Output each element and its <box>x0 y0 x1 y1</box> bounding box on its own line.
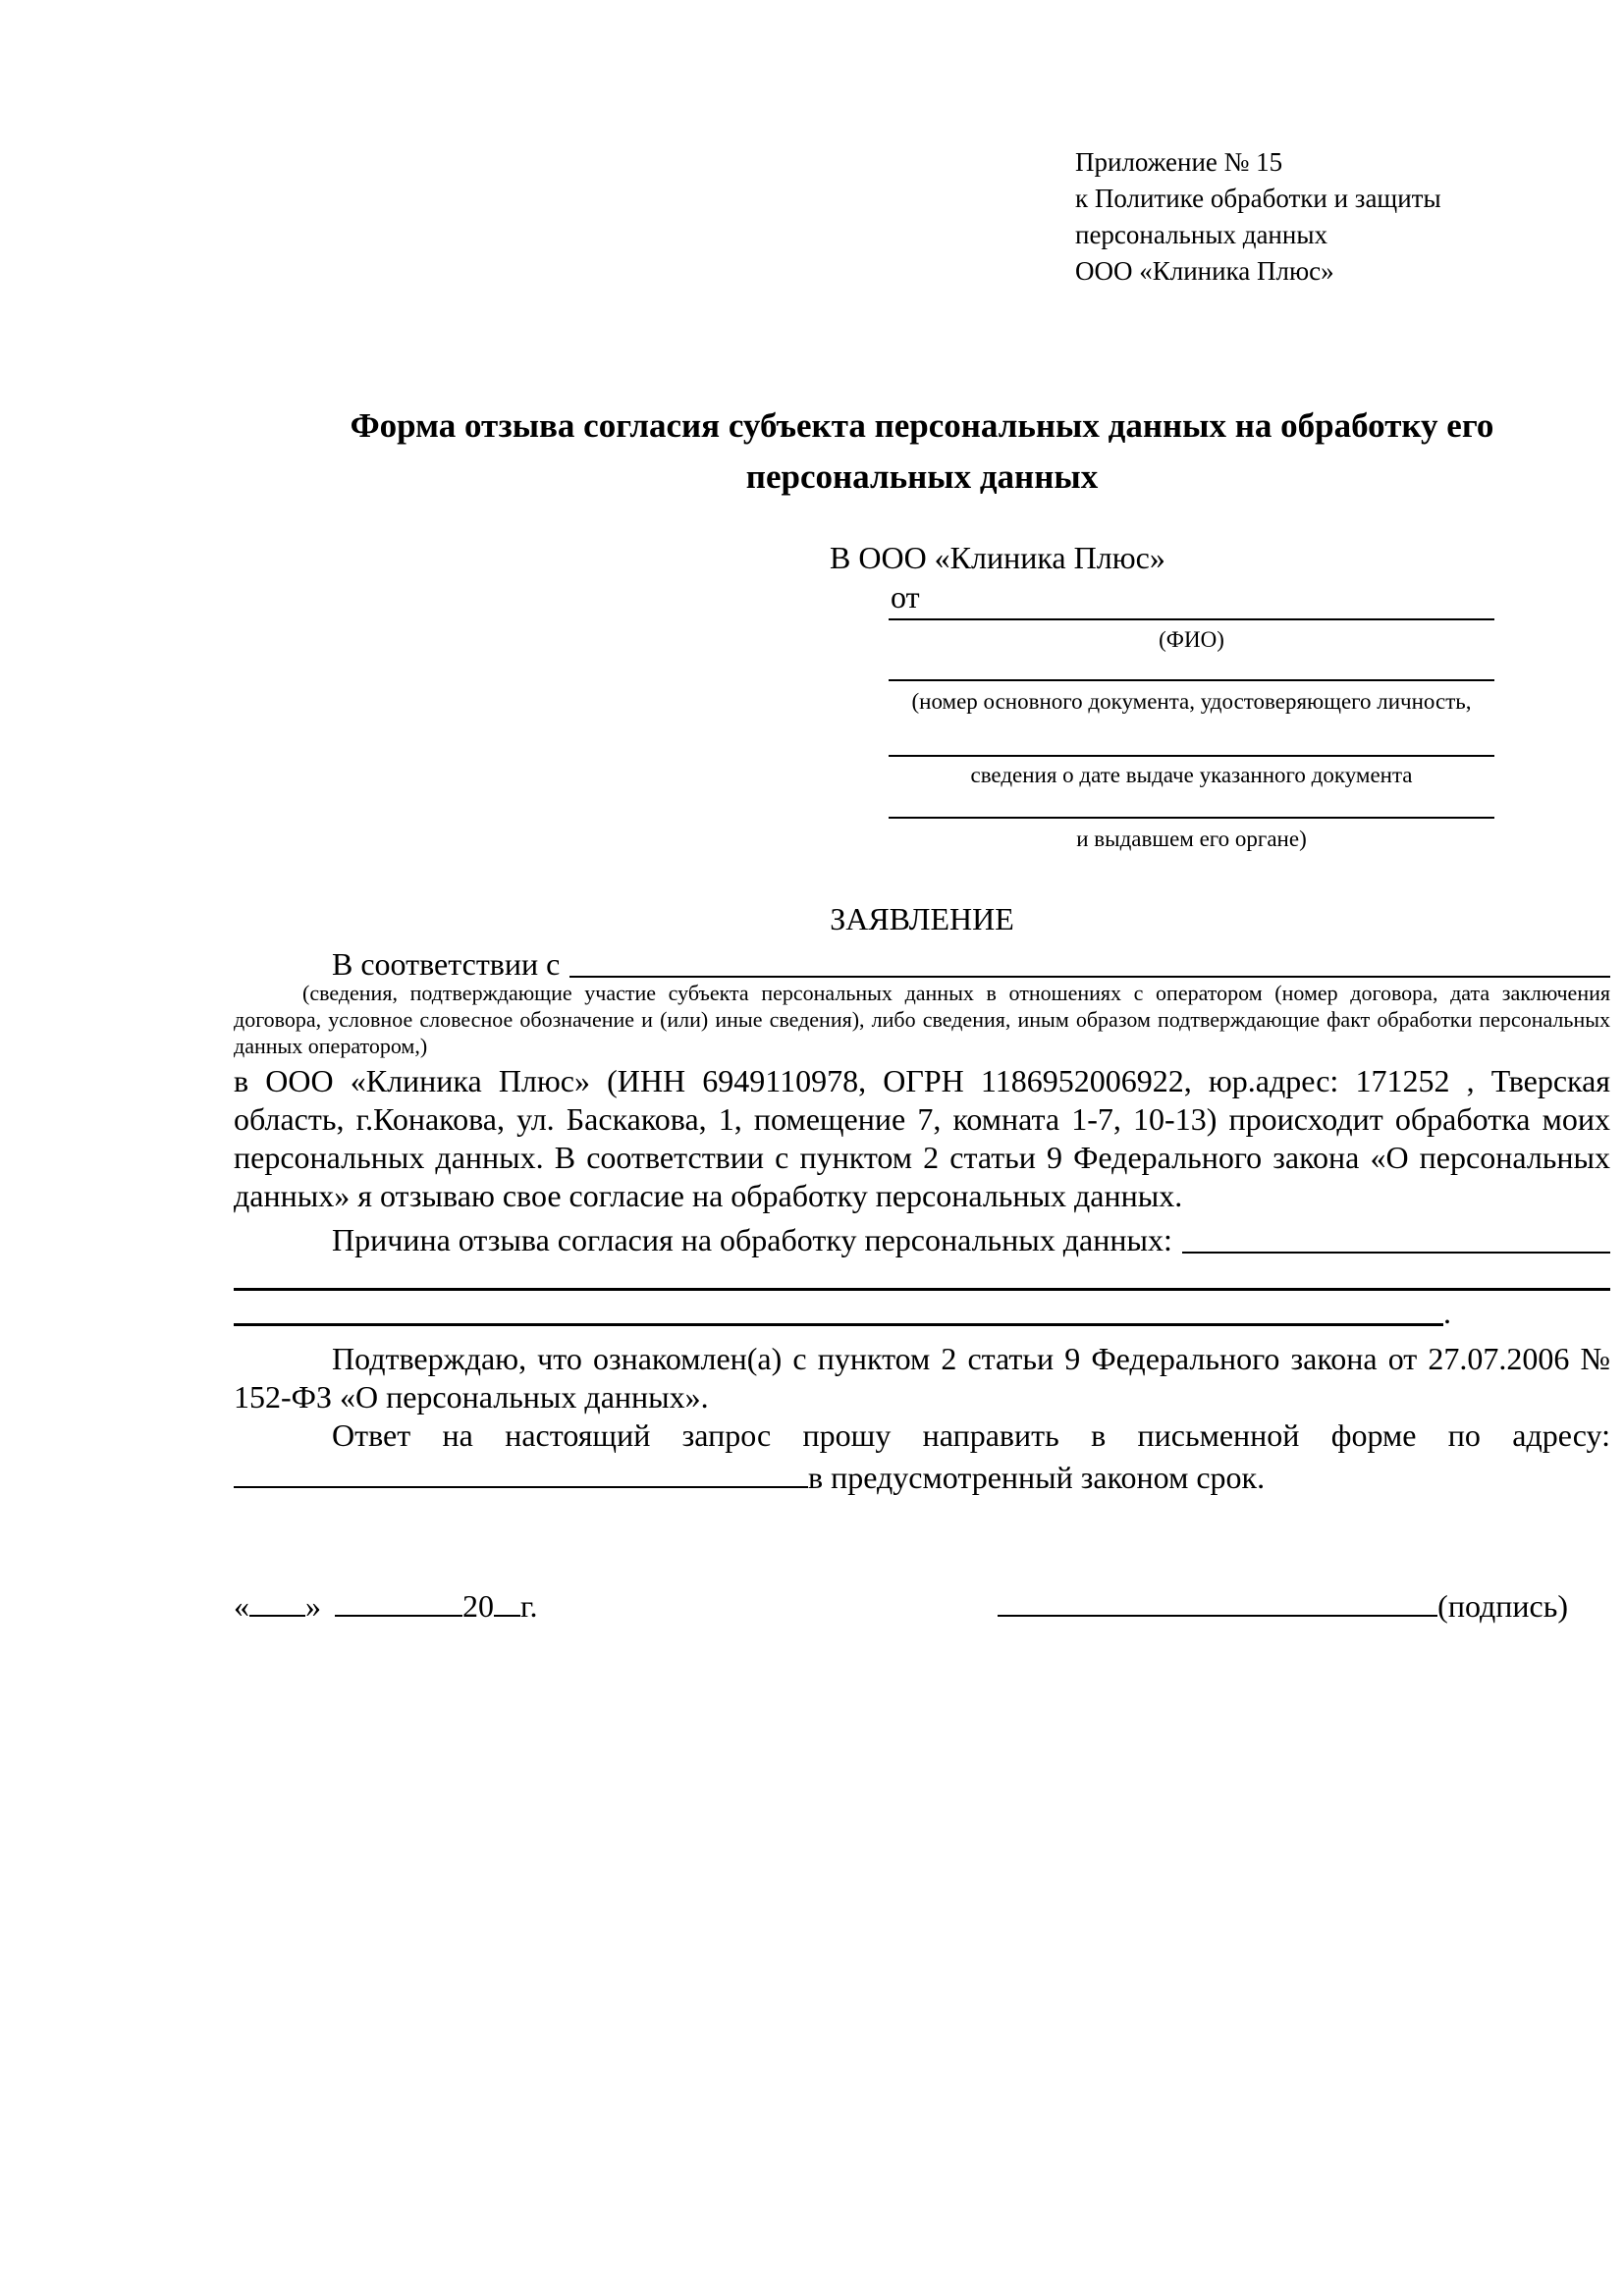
year-prefix: 20 <box>462 1588 494 1624</box>
reason-prefix: Причина отзыва согласия на обработку персональных данных: <box>332 1222 1172 1257</box>
issue-date-caption: сведения о дате выдаче указанного документа <box>970 763 1413 787</box>
appendix-note <box>1075 144 1610 290</box>
document-content <box>234 0 1610 1626</box>
reason-fill-line <box>1182 1220 1610 1254</box>
statement-intro-prefix: В соответствии с <box>332 946 561 982</box>
reason-blank-line-2 <box>234 1323 1443 1326</box>
reason-line <box>234 1220 1610 1259</box>
date-line <box>234 1583 538 1626</box>
appendix-line: Приложение № 15 <box>1075 147 1283 177</box>
applicant-details-block <box>889 618 1494 852</box>
statement-body: в ООО «Клиника Плюс» (ИНН 6949110978, ОГРН 1186952006922, юр.адрес: 171252 , Тверская область, г.Конакова, ул. Баскакова, 1, помещение 7, комната 1-7, 10-13) происходит обработка моих персональных данных. В соответствии с пунктом 2 статьи 9 Федерального закона «О персональных данных» я отзываю свое согласие на обработку персональных данных. <box>234 1063 1610 1213</box>
confirmation-paragraph: Подтверждаю, что ознакомлен(а) с пунктом 2 статьи 9 Федерального закона от 27.07.2006 № 152-ФЗ «О персональных данных». <box>234 1341 1610 1415</box>
intro-fill-line <box>569 944 1610 978</box>
year-suffix: г. <box>520 1588 538 1624</box>
doc-number-caption: (номер основного документа, удостоверяющего личность, <box>911 689 1472 714</box>
from-label: от <box>891 579 920 614</box>
address-line <box>234 1455 1610 1497</box>
day-blank <box>249 1583 305 1617</box>
issuing-authority-blank-line <box>889 817 1494 819</box>
document-title: Форма отзыва согласия субъекта персональных данных на обработку его персональных данных <box>350 406 1494 496</box>
date-close-quote: » <box>305 1588 321 1624</box>
fio-blank-line <box>889 618 1494 620</box>
signature-caption: (подпись) <box>1437 1588 1568 1624</box>
statement-intro-line <box>234 944 1610 984</box>
date-open-quote: « <box>234 1588 249 1624</box>
appendix-line: ООО «Клиника Плюс» <box>1075 256 1334 286</box>
fio-caption: (ФИО) <box>1159 627 1224 652</box>
reason-blank-line-2-row <box>234 1295 1610 1330</box>
reason-blank-line-1 <box>234 1288 1610 1291</box>
appendix-line: к Политике обработки и защиты <box>1075 184 1441 213</box>
month-blank <box>335 1583 462 1617</box>
response-request-paragraph: Ответ на настоящий запрос прошу направить в письменной форме по адресу: <box>332 1417 1610 1453</box>
small-print-note: (сведения, подтверждающие участие субъекта персональных данных в отношениях с оператором (номер договора, дата заключения договора, условное словесное обозначение и (или) иные сведения), либо сведения, иным образом подтверждающие факт обработки персональных данных оператором,) <box>234 981 1610 1058</box>
statement-heading: ЗАЯВЛЕНИЕ <box>830 901 1014 936</box>
appendix-line: персональных данных <box>1075 220 1327 249</box>
doc-number-blank-line <box>889 679 1494 681</box>
blank-line-terminator: . <box>1443 1295 1451 1330</box>
issuing-authority-caption: и выдавшем его органе) <box>1076 827 1307 851</box>
response-deadline-text: в предусмотренный законом срок. <box>808 1460 1266 1495</box>
issue-date-blank-line <box>889 755 1494 757</box>
year-blank <box>494 1583 520 1617</box>
addressee-organization: В ООО «Клиника Плюс» <box>830 540 1165 575</box>
signature-blank-line <box>998 1583 1437 1617</box>
date-signature-row <box>234 1583 1610 1626</box>
signature-line <box>998 1583 1568 1626</box>
address-fill-line <box>234 1455 808 1488</box>
